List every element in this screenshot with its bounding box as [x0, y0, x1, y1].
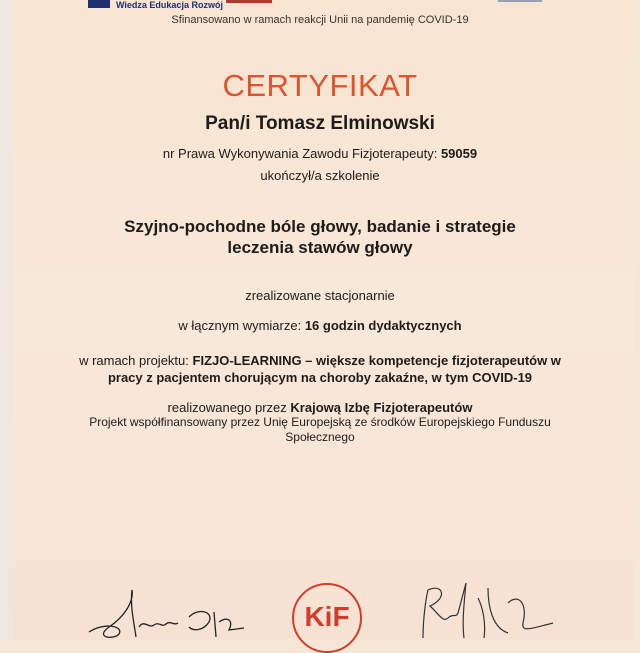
recipient-name: Pan/i Tomasz Elminowski — [205, 113, 435, 134]
course-title — [0, 216, 640, 258]
completed-text: ukończył/a szkolenie — [260, 168, 380, 183]
funding-note: Sfinansowano w ramach reakcji Unii na pandemię COVID-19 — [171, 14, 469, 26]
license-line — [0, 146, 640, 161]
realized-line — [0, 400, 640, 415]
project-text — [0, 352, 640, 386]
license-label: nr Prawa Wykonywania Zawodu Fizjoterapeuty: — [162, 146, 438, 161]
logo-text: Wiedza Edukacja Rozwój — [116, 0, 223, 10]
signature-right — [418, 578, 568, 640]
signature-left — [84, 582, 244, 640]
kif-seal — [292, 583, 362, 653]
mode-text: zrealizowane stacjonarnie — [245, 288, 395, 303]
realized-label: realizowanego przez — [167, 400, 287, 415]
realized-by: Krajową Izbę Fizjoterapeutów — [290, 400, 473, 415]
cofinance-text — [0, 415, 640, 445]
hours-label: w łącznym wymiarze: — [178, 318, 302, 333]
hours-line — [0, 318, 640, 333]
eu-funds-logo — [88, 0, 110, 8]
certificate-title: CERTYFIKAT — [222, 68, 418, 103]
kif-logo: KiF — [304, 601, 350, 632]
cofinance-line: Projekt współfinansowany przez Unię Europejską ze środków Europejskiego Funduszu — [89, 415, 551, 429]
cofinance-line: Społecznego — [285, 430, 355, 444]
hours-value: 16 godzin dydaktycznych — [304, 318, 462, 333]
project-label: w ramach projektu: — [79, 353, 189, 368]
course-title-line: leczenia stawów głowy — [227, 238, 413, 257]
eu-logo — [498, 0, 542, 2]
license-number: 59059 — [440, 146, 478, 161]
poland-logo — [226, 0, 272, 3]
project-name-line: FIZJO-LEARNING – większe kompetencje fizjoterapeutów w — [192, 353, 561, 368]
project-name-line: pracy z pacjentem chorującym na choroby zakaźne, w tym COVID-19 — [107, 370, 533, 385]
course-title-line: Szyjno-pochodne bóle głowy, badanie i strategie — [124, 217, 516, 236]
